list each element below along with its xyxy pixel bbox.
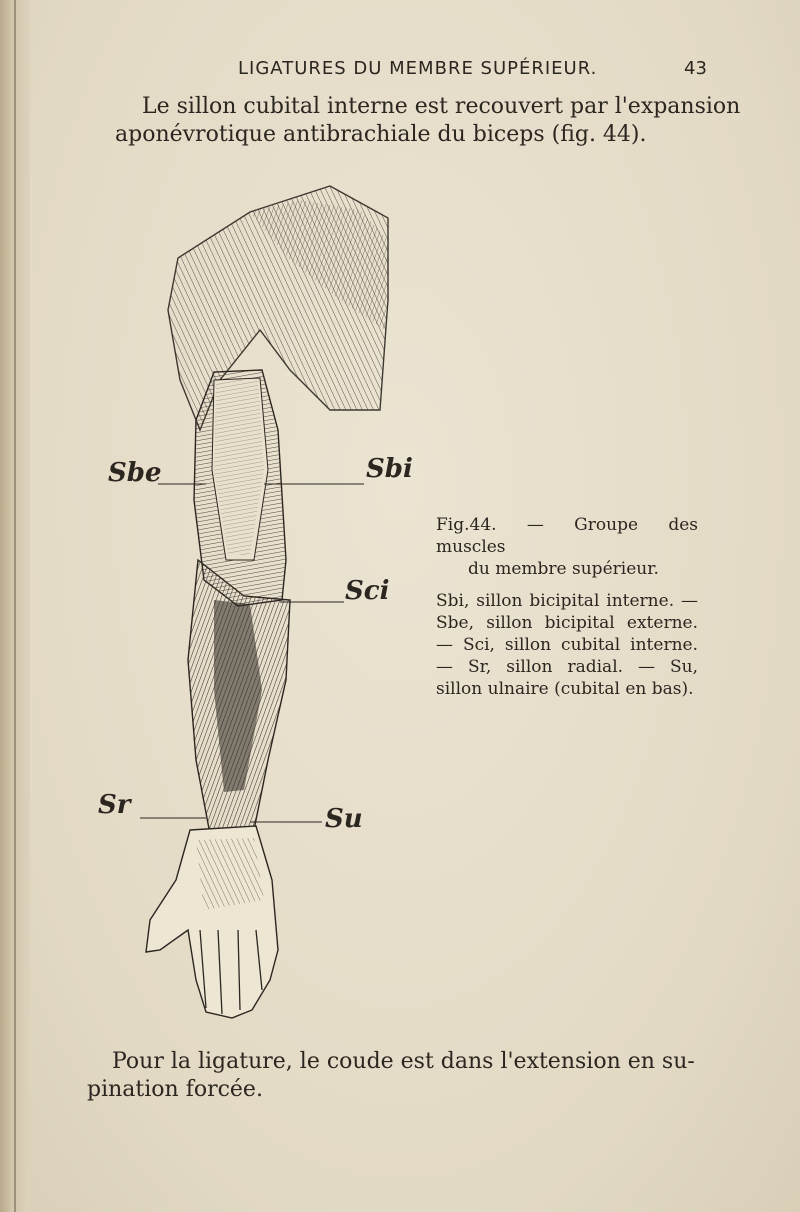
paragraph-bottom-line-2: pination forcée. (87, 1077, 263, 1102)
caption-body: Sbi, sillon bicipital interne. — Sbe, sillon bicipital externe. — Sci, sillon cubital interne. — Sr, sillon radial. — Su, sillon ulnaire (cubital en bas). (436, 591, 698, 699)
paragraph-top-line-1: Le sillon cubital interne est recouvert par l'expansion (142, 94, 741, 119)
label-sbi: Sbi (366, 454, 413, 484)
paragraph-bottom-line-1: Pour la ligature, le coude est dans l'extension en su- (112, 1049, 695, 1074)
page-number: 43 (684, 58, 707, 79)
caption-title-line-2: du membre supérieur. (468, 559, 659, 579)
label-sbe: Sbe (108, 458, 162, 488)
running-title: LIGATURES DU MEMBRE SUPÉRIEUR. (238, 58, 598, 79)
caption-title-line-1: Fig.44. — Groupe des muscles (436, 515, 698, 557)
label-su: Su (325, 804, 363, 834)
label-sr: Sr (98, 790, 131, 820)
figure-caption (436, 514, 698, 700)
label-sci: Sci (345, 576, 390, 606)
paragraph-top-line-2: aponévrotique antibrachiale du biceps (fig. 44). (115, 122, 647, 147)
